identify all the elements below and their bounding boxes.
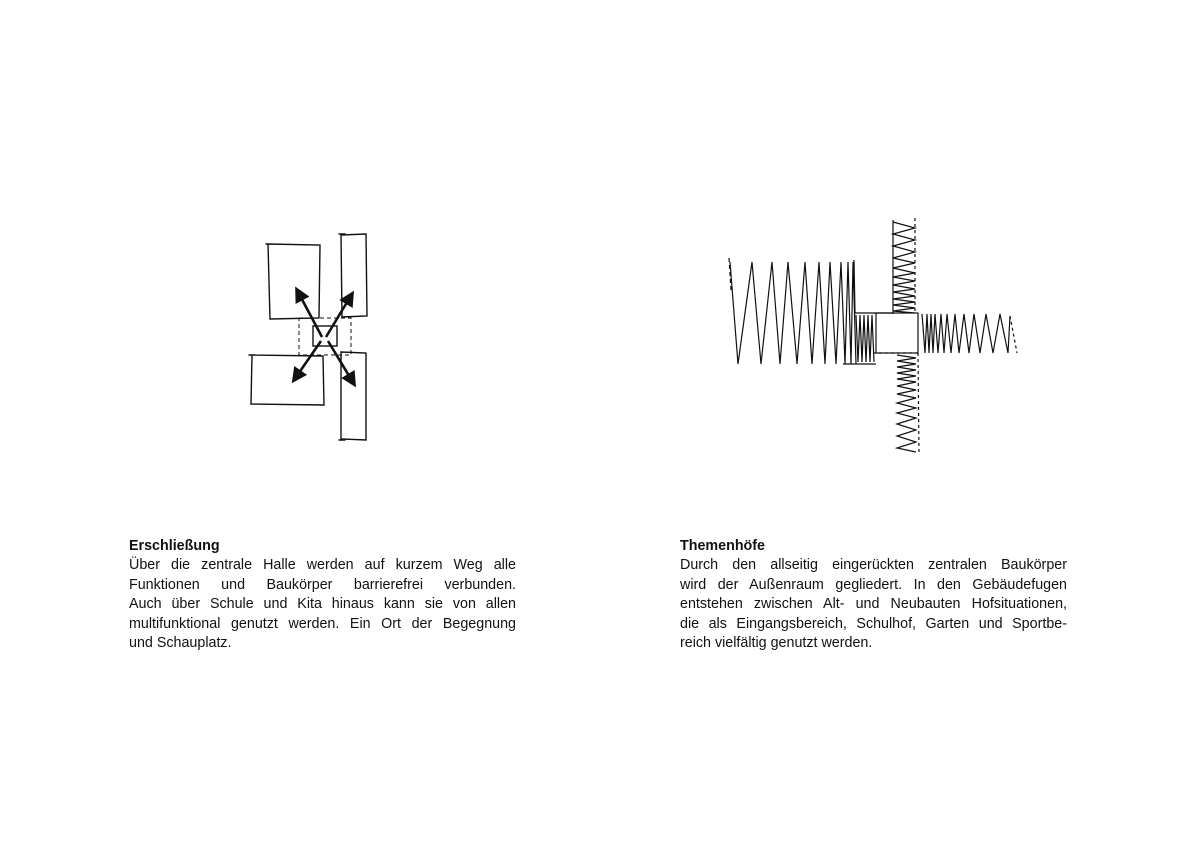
central-block-west [854, 260, 893, 313]
courtyards-diagram [720, 210, 1030, 470]
building-bottom-left [249, 355, 324, 405]
courtyards-line-2: wird der Außenraum gegliedert. In den Gebäudefugen [680, 576, 1067, 593]
circulation-line-4: multifunktional genutzt werden. Ein Ort der Begegnung [129, 615, 516, 632]
circulation-title: Erschließung [129, 538, 220, 554]
courtyard-south-hatch [897, 355, 916, 452]
courtyard-west-hatch [730, 262, 856, 364]
courtyards-line-3: entstehen zwischen Alt- und Neubauten Hofsituationen, [680, 596, 1067, 613]
circulation-description [129, 537, 516, 653]
circulation-line-5: und Schauplatz. [129, 635, 232, 652]
arrow-top-right [326, 294, 352, 337]
courtyards-title: Themenhöfe [680, 538, 765, 554]
courtyard-east-hatch [922, 314, 1010, 353]
courtyards-line-5: reich vielfältig genutzt werden. [680, 635, 873, 652]
arrow-top-left [297, 290, 322, 337]
courtyard-north-hatch [893, 222, 915, 313]
courtyard-west-inner-hatch [856, 315, 874, 362]
hall-outline-dashed [299, 318, 351, 355]
building-top-right [339, 234, 367, 317]
central-hall [876, 313, 918, 353]
circulation-line-2: Funktionen und Baukörper barrierefrei verbunden. [129, 576, 516, 593]
arrow-bottom-left [294, 341, 321, 380]
courtyards-line-4: die als Eingangsbereich, Schulhof, Garten und Sportbe- [680, 615, 1067, 632]
building-top-left [266, 244, 320, 319]
courtyards-line-1: Durch den allseitig eingerückten zentralen Baukörper [680, 557, 1067, 574]
circulation-line-3: Auch über Schule und Kita hinaus kann sie von allen [129, 596, 516, 613]
courtyards-description [680, 537, 1067, 653]
circulation-line-1: Über die zentrale Halle werden auf kurzem Weg alle [129, 557, 516, 574]
circulation-diagram [230, 220, 390, 460]
